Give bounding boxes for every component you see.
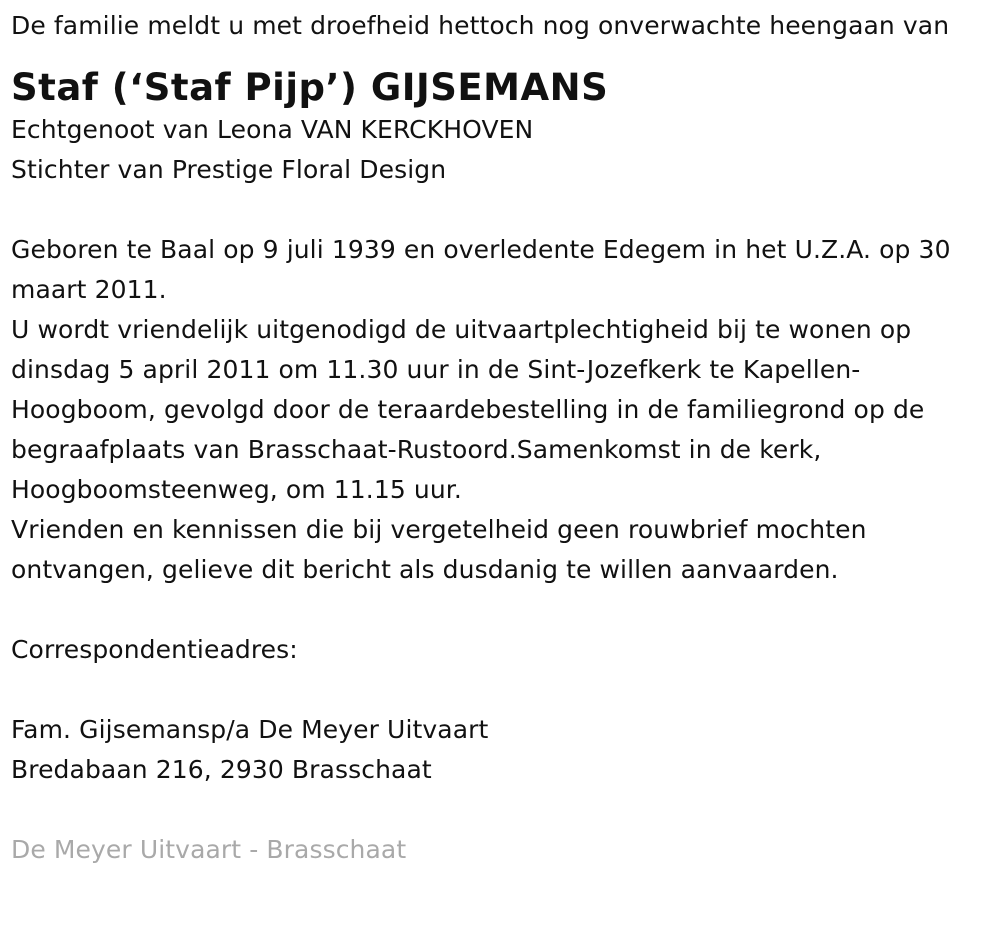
role-line: Stichter van Prestige Floral Design: [11, 155, 447, 184]
funeral-text: U wordt vriendelijk uitgenodigd de uitvaartplechtigheid bij te wonen op dinsdag 5 april 2011 om 11.30 uur in de Sint-Jozefkerk te Kapellen-Hoogboom, gevolgd door de teraardebestelling in de familiegrond op de begraafplaats van Brasschaat-Rustoord.Samenkomst in de kerk, Hoogboomsteenweg, om 11.15 uur.: [11, 315, 925, 504]
correspondence-line-1: Fam. Gijsemansp/a De Meyer Uitvaart: [11, 715, 489, 744]
obituary-notice: [11, 6, 993, 870]
correspondence-line-2: Bredabaan 216, 2930 Brasschaat: [11, 755, 432, 784]
notice-text: Vrienden en kennissen die bij vergetelheid geen rouwbrief mochten ontvangen, gelieve dit bericht als dusdanig te willen aanvaarden.: [11, 515, 867, 584]
intro-text: De familie meldt u met droefheid hettoch nog onverwachte heengaan van: [11, 11, 950, 40]
correspondence-label: Correspondentieadres:: [11, 635, 298, 664]
footer-source: De Meyer Uitvaart - Brasschaat: [11, 835, 407, 864]
deceased-name: Staf (‘Staf Pijp’) GIJSEMANS: [11, 66, 609, 109]
spacer: [11, 190, 993, 230]
spacer: [11, 790, 993, 830]
birth-death-text: Geboren te Baal op 9 juli 1939 en overledente Edegem in het U.Z.A. op 30 maart 2011.: [11, 235, 951, 304]
spacer: [11, 590, 993, 630]
spacer: [11, 670, 993, 710]
spouse-line: Echtgenoot van Leona VAN KERCKHOVEN: [11, 115, 534, 144]
